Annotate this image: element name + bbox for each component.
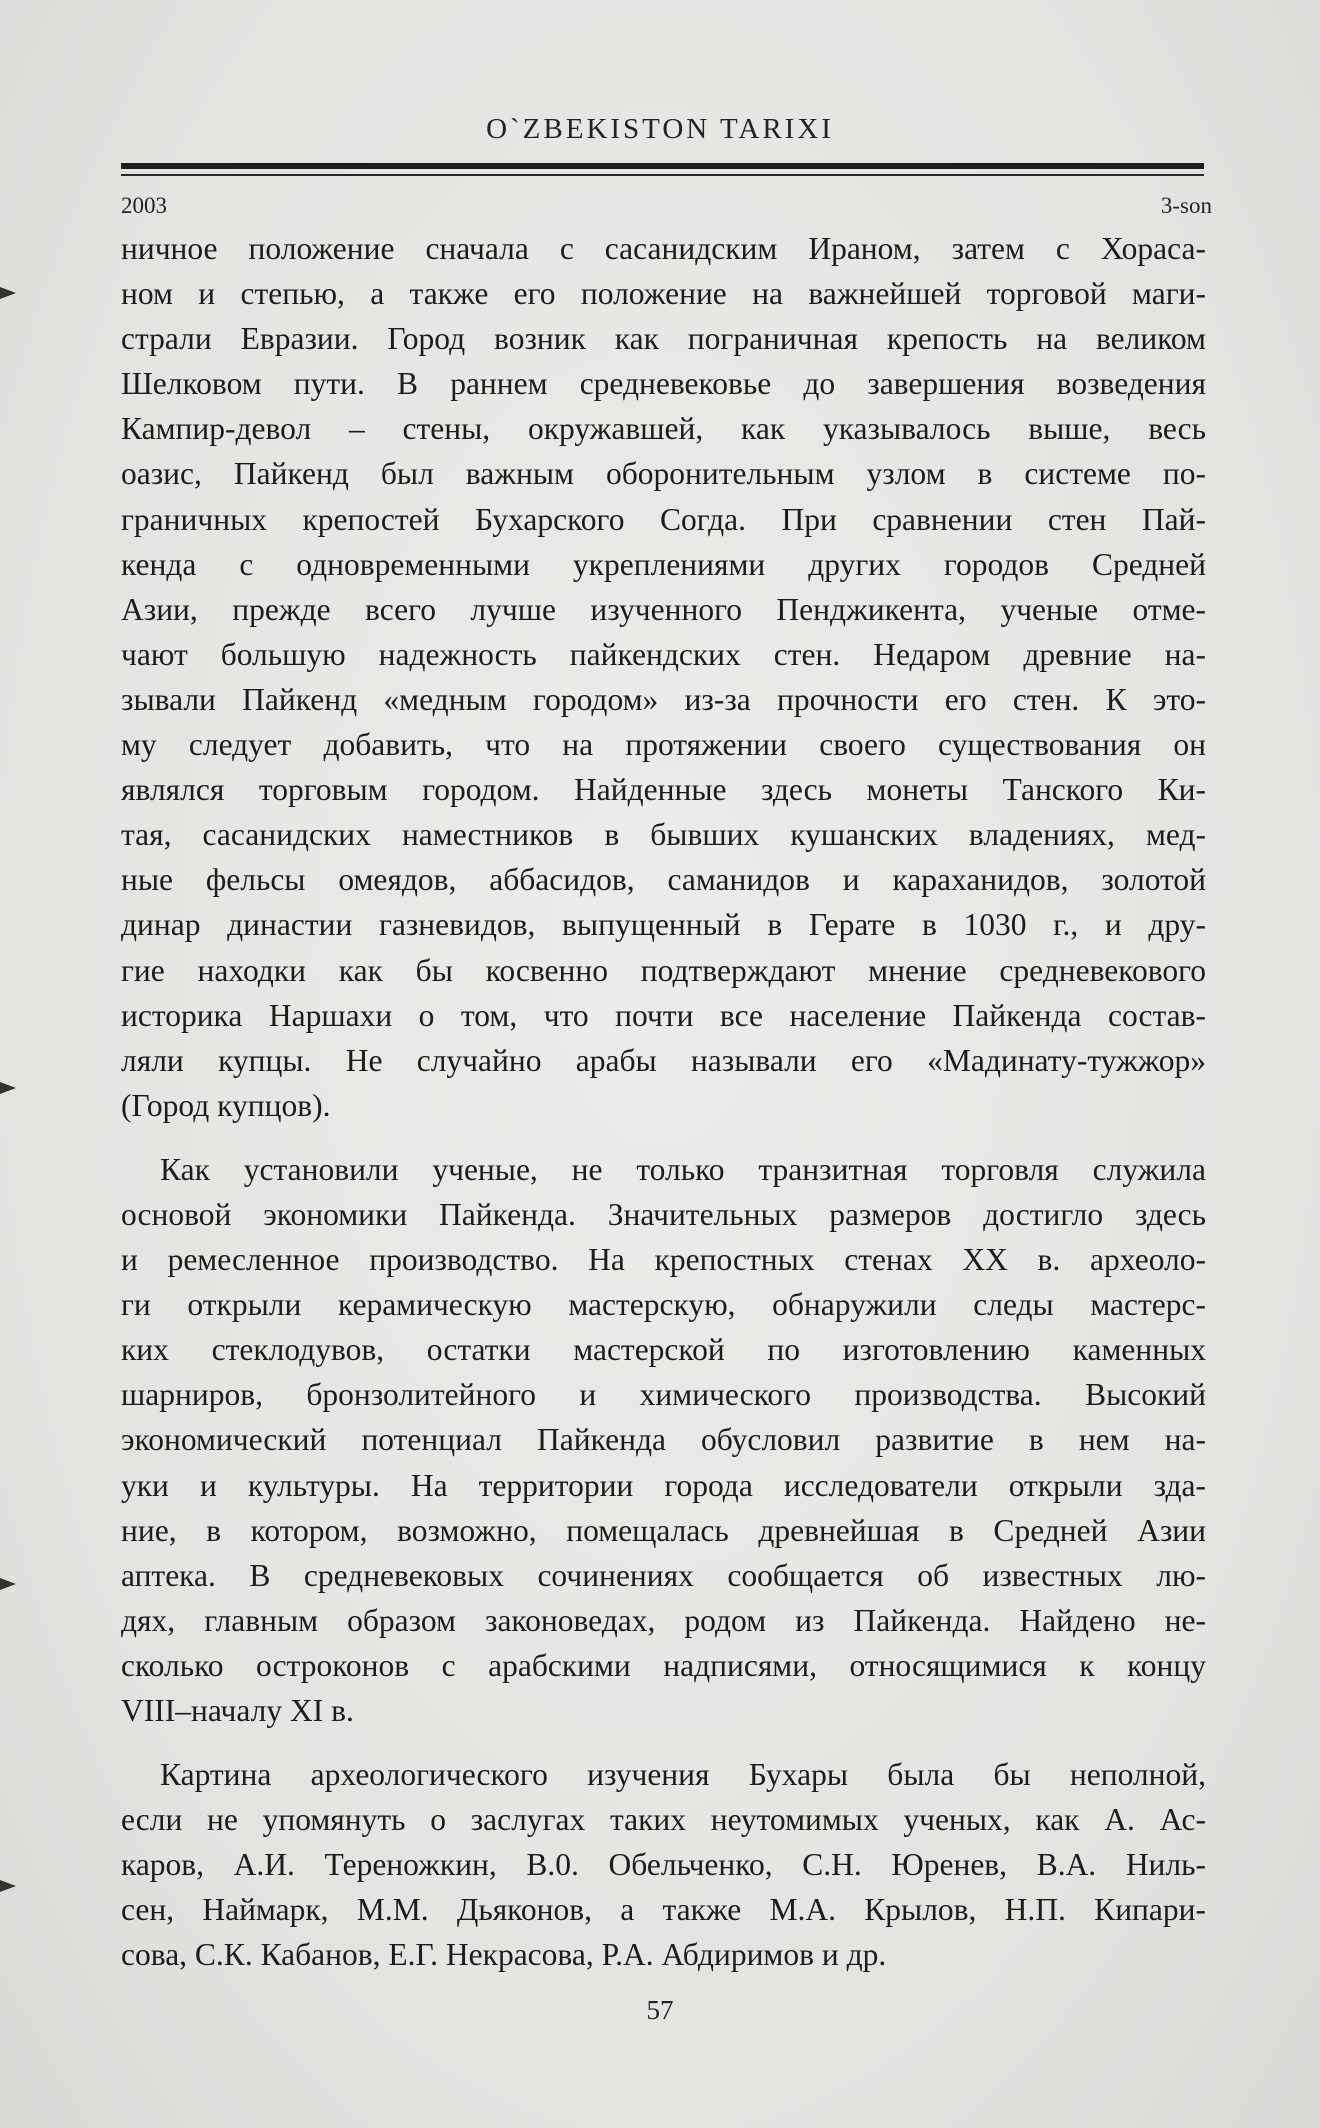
- text-line: шарниров, бронзолитейного и химического производства. Высокий: [121, 1377, 1206, 1413]
- text-line: дях, главным образом законоведах, родом из Пайкенда. Найдено не-: [121, 1602, 1206, 1638]
- text-line: ничное положение сначала с сасанидским Ираном, затем с Хораса-: [121, 231, 1206, 266]
- issue-year: 2003: [121, 193, 167, 218]
- text-line: гие находки как бы косвенно подтверждают мнение средневекового: [121, 952, 1206, 988]
- text-line: Шелковом пути. В раннем средневековье до завершения возведения: [121, 366, 1206, 402]
- issue-number: 3-son: [1160, 193, 1212, 218]
- header-rule-thin: [121, 174, 1204, 176]
- header-rule-thick: [121, 163, 1204, 169]
- paragraph: [121, 1752, 1206, 1977]
- text-line: являлся торговым городом. Найденные здесь монеты Танского Ки-: [121, 772, 1206, 808]
- text-line: экономический потенциал Пайкенда обусловил развитие в нем на-: [121, 1422, 1206, 1458]
- text-line: кенда с одновременными укреплениями других городов Средней: [121, 546, 1206, 582]
- page-number: 57: [646, 1995, 674, 2025]
- paragraph-gap: [121, 1128, 1206, 1147]
- paragraph: [121, 1147, 1206, 1733]
- binder-hole-mark-icon: [0, 1078, 18, 1098]
- text-line: зывали Пайкенд «медным городом» из-за прочности его стен. К это-: [121, 681, 1206, 717]
- text-line: (Город купцов).: [121, 1087, 331, 1123]
- text-line: Картина археологического изучения Бухары была бы неполной,: [160, 1757, 1206, 1793]
- text-line: аптека. В средневековых сочинениях сообщается об известных лю-: [121, 1557, 1206, 1593]
- text-line: ные фельсы омеядов, аббасидов, саманидов и караханидов, золотой: [121, 862, 1206, 898]
- paragraph: [121, 226, 1206, 1128]
- text-line: Кампир-девол – стены, окружавшей, как указывалось выше, весь: [121, 411, 1206, 447]
- paragraph-gap: [121, 1733, 1206, 1752]
- text-line: ном и степью, а также его положение на важнейшей торговой маги-: [121, 276, 1206, 312]
- body-text: [121, 226, 1206, 1978]
- text-line: динар династии газневидов, выпущенный в Герате в 1030 г., и дру-: [121, 907, 1206, 943]
- text-line: сколько остроконов с арабскими надписями, относящимися к концу: [121, 1647, 1206, 1683]
- binder-hole-mark-icon: [0, 283, 18, 303]
- text-line: му следует добавить, что на протяжении своего существования он: [121, 727, 1206, 763]
- text-line: тая, сасанидских наместников в бывших кушанских владениях, мед-: [121, 817, 1206, 853]
- text-line: каров, А.И. Тереножкин, В.0. Обельченко, С.Н. Юренев, В.А. Ниль-: [121, 1847, 1206, 1883]
- text-line: ние, в котором, возможно, помещалась древнейшая в Средней Азии: [121, 1512, 1206, 1548]
- text-line: основой экономики Пайкенда. Значительных размеров достигло здесь: [121, 1196, 1206, 1232]
- text-line: ких стеклодувов, остатки мастерской по изготовлению каменных: [121, 1332, 1206, 1368]
- text-line: ги открыли керамическую мастерскую, обнаружили следы мастерс-: [121, 1287, 1206, 1323]
- binder-hole-mark-icon: [0, 1876, 18, 1896]
- text-line: и ремесленное производство. На крепостных стенах XX в. археоло-: [121, 1242, 1206, 1278]
- text-line: уки и культуры. На территории города исследователи открыли зда-: [121, 1467, 1206, 1503]
- text-line: Как установили ученые, не только транзитная торговля служила: [160, 1151, 1206, 1187]
- journal-title: O`ZBEKISTON TARIXI: [486, 113, 834, 145]
- text-line: оазис, Пайкенд был важным оборонительным узлом в системе по-: [121, 456, 1206, 492]
- text-line: сен, Наймарк, М.М. Дьяконов, а также М.А. Крылов, Н.П. Кипари-: [121, 1892, 1206, 1928]
- text-line: чают большую надежность пайкендских стен. Недаром древние на-: [121, 636, 1206, 672]
- text-line: страли Евразии. Город возник как пограничная крепость на великом: [121, 321, 1206, 357]
- text-line: Азии, прежде всего лучше изученного Пенджикента, ученые отме-: [121, 591, 1206, 627]
- text-line: если не упомянуть о заслугах таких неутомимых ученых, как А. Ас-: [121, 1802, 1206, 1838]
- text-line: ляли купцы. Не случайно арабы называли его «Мадинату-тужжор»: [121, 1042, 1206, 1078]
- text-line: граничных крепостей Бухарского Согда. При сравнении стен Пай-: [121, 501, 1206, 537]
- text-line: историка Наршахи о том, что почти все население Пайкенда состав-: [121, 997, 1206, 1033]
- binder-hole-mark-icon: [0, 1574, 18, 1594]
- text-line: сова, С.К. Кабанов, Е.Г. Некрасова, Р.А. Абдиримов и др.: [121, 1937, 887, 1973]
- text-line: VIII–началу XI в.: [121, 1693, 354, 1728]
